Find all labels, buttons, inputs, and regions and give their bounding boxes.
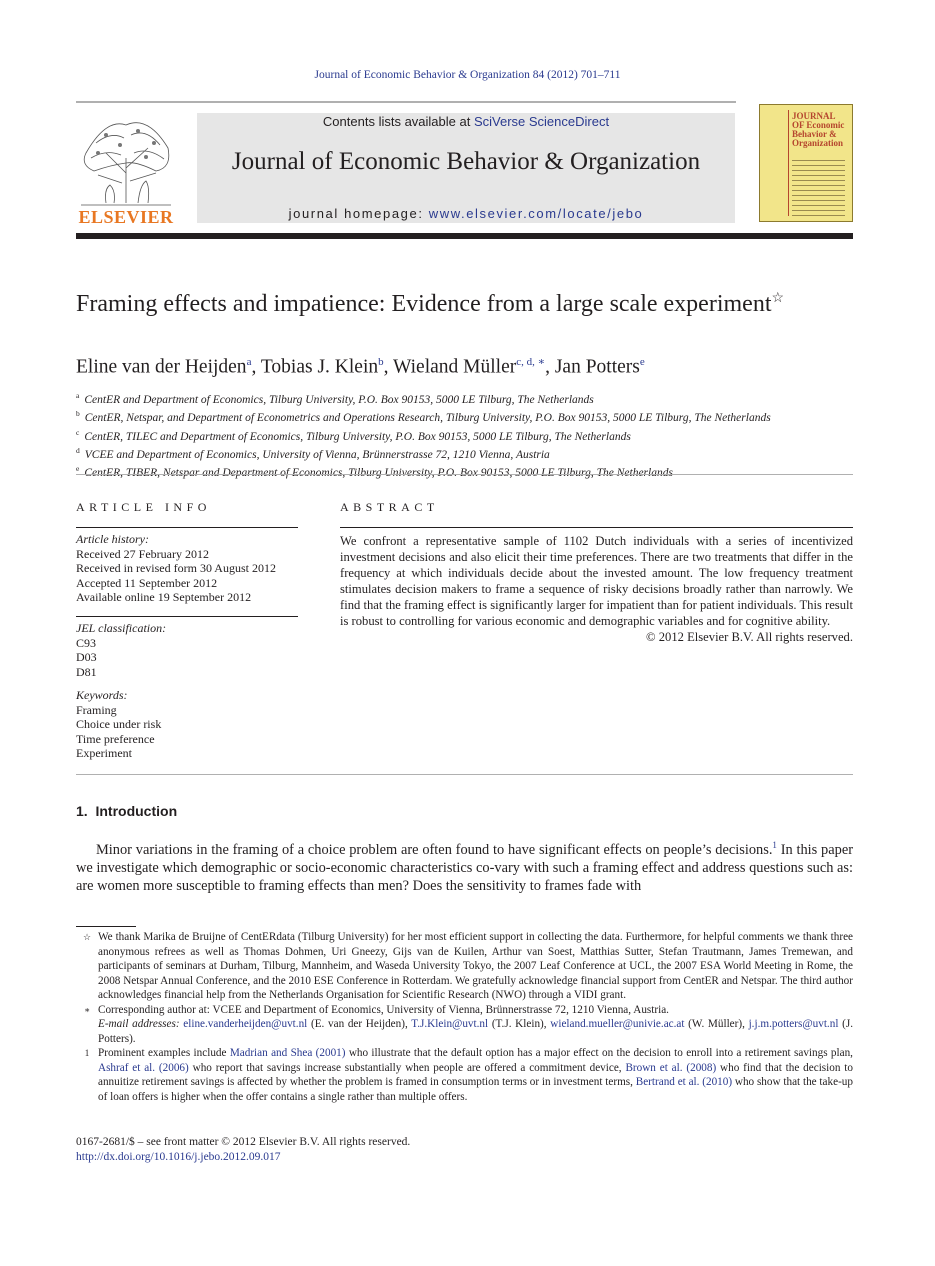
jel-code: D03 [76, 650, 97, 664]
abstract-heading: ABSTRACT [340, 500, 439, 514]
article-title [76, 284, 836, 319]
author-list: Eline van der Heijden$^a$, Tobias J. Klein$^b$, Wieland Müller$^{c, d, ∗}$, Jan Potters$^e$ [76, 356, 645, 378]
footnote-acknowledgement [76, 930, 853, 1003]
keywords [76, 688, 298, 761]
introduction-paragraph [76, 836, 853, 895]
affiliation-text: VCEE and Department of Economics, University of Vienna, Brünnerstrasse 72, 1210 Vienna, Austria [84, 448, 550, 461]
reference-link[interactable]: Bertrand et al. (2010) [635, 1076, 733, 1088]
jel-classification [76, 621, 298, 679]
history-label: Article history: [76, 532, 149, 546]
author-affil-mark[interactable]: a [246, 356, 252, 368]
intro-text-part2: In this paper we investigate which demographic or socio-economic characteristics co-vary with such a framing effect and address questions such as: are women more susceptible to framing effects than men? Does the sensitivity to frames fade with [76, 841, 854, 894]
front-matter-separator [76, 774, 853, 775]
author-name: Tobias J. Klein [260, 356, 379, 378]
footnote-ref[interactable]: 1 [772, 840, 777, 850]
contents-prefix: Contents lists available at [322, 114, 474, 129]
homepage-prefix: journal homepage: [288, 206, 429, 221]
email-link[interactable]: wieland.mueller@univie.ac.at [550, 1018, 685, 1030]
affiliation-mark: e [76, 464, 80, 474]
affiliation-text: CentER, Netspar, and Department of Econometrics and Operations Research, Tilburg University, P.O. Box 90153, 5000 LE Tilburg, The Netherlands [84, 412, 771, 425]
email-link[interactable]: j.j.m.potters@uvt.nl [748, 1018, 839, 1030]
journal-title: Journal of Economic Behavior & Organization [231, 148, 701, 175]
history-item: Received in revised form 30 August 2012 [76, 561, 276, 575]
author-affil-mark[interactable]: e [639, 356, 645, 368]
section-title: Introduction [95, 803, 178, 819]
footnote-rule [76, 926, 136, 927]
homepage-line [197, 206, 735, 221]
email-owner: (E. van der Heijden), [307, 1018, 412, 1030]
jel-label: JEL classification: [76, 621, 167, 635]
abstract-text: We confront a representative sample of 1102 Dutch individuals with a series of incentivized investment decisions and also elicit their time preferences. There are two treatments that differ in the frequency at which individuals decide about the invested amount. The low frequency treatment stimulates decision makers to frame a sequence of risky decisions broadly rather than narrowly. We find that the framing effect is significantly larger for impatient than for patient individuals. This result is robust to controlling for various economic and demographic variables and for cognitive ability. [340, 534, 853, 628]
footnote-mark: ∗ [83, 1004, 91, 1015]
affiliation-mark: d [76, 445, 80, 455]
email-owner: (W. Müller), [684, 1018, 749, 1030]
footnote-text: who find that the decision to annuitize retirement savings is affected by whether the problem is framed in consumption terms or in investment terms, [98, 1061, 853, 1088]
title-separator [76, 474, 853, 475]
email-link[interactable]: eline.vanderheijden@uvt.nl [183, 1018, 308, 1030]
article-info-heading: ARTICLE INFO [76, 500, 211, 514]
doi-link[interactable]: http://dx.doi.org/10.1016/j.jebo.2012.09.017 [76, 1150, 281, 1163]
jel-rule [76, 616, 298, 617]
footnote-text: We thank Marika de Bruijne of CentERdata (Tilburg University) for her most efficient support in collecting the data. Furthermore, for helpful comments we thank three anonymous refrees as well as Thomas Dohmen, Uri Gneezy, Gijs van de Kuilen, Arthur van Soest, Matthias Sutter, Stefan Trautmann, James Tremewan, and participants of seminars at Durham, Tilburg, Mannheim, and Waseda University Tokyo, the 2007 Leaf Conference at UCL, the 2007 ESA World Meeting in Rome, the 2008 Netspar Annual Conference, and the 2010 ESE Conference in Rotterdam. We gratefully acknowledge financial support from CentER and Netspar. The third author acknowledges financial help from the Netherlands Organisation for Scientific Research (NWO) through a VIDI grant. [98, 931, 853, 1001]
history-item: Accepted 11 September 2012 [76, 575, 218, 590]
footnote-mark: 1 [84, 1048, 90, 1058]
affiliations [76, 389, 853, 481]
footnotes [76, 930, 853, 1104]
footnote-text: who report that savings increase substantially when people are offered a commitment device, [188, 1061, 626, 1074]
affiliation-item [76, 426, 853, 444]
footnote-text: who illustrate that the default option has a major effect on the decision to enroll into a retirement savings plan, [345, 1047, 853, 1059]
email-owner: (J. Potters). [98, 1018, 853, 1045]
email-link[interactable]: T.J.Klein@uvt.nl [411, 1018, 489, 1030]
abstract-rule [340, 527, 853, 528]
affiliation-mark: c [76, 427, 80, 437]
abstract-copyright: © 2012 Elsevier B.V. All rights reserved. [646, 630, 853, 644]
footnote-corresponding [76, 1003, 853, 1047]
jel-code: C93 [76, 635, 97, 650]
email-owner: (T.J. Klein), [488, 1018, 551, 1030]
affiliation-item [76, 462, 853, 480]
affiliation-item [76, 407, 853, 425]
email-label: E-mail addresses: [98, 1018, 180, 1030]
issn-line: 0167-2681/$ – see front matter © 2012 Elsevier B.V. All rights reserved. [76, 1136, 411, 1148]
article-history [76, 532, 298, 605]
jel-code: D81 [76, 664, 97, 679]
footnote-1 [76, 1046, 853, 1104]
front-matter-footer [76, 1135, 410, 1164]
affiliation-item [76, 444, 853, 462]
abstract-body [340, 533, 853, 645]
affiliation-mark: b [76, 409, 80, 419]
section-heading-introduction [76, 803, 177, 819]
affiliation-mark: a [76, 391, 80, 400]
author-affil-mark[interactable]: c, d, ∗ [516, 356, 546, 368]
affiliation-text: CentER, TILEC and Department of Economics, Tilburg University, P.O. Box 90153, 5000 LE Tilburg, The Netherlands [84, 430, 631, 443]
homepage-link[interactable]: www.elsevier.com/locate/jebo [428, 206, 644, 221]
history-item: Available online 19 September 2012 [76, 590, 252, 604]
footnote-text: Prominent examples include [98, 1047, 230, 1059]
reference-link[interactable]: Brown et al. (2008) [625, 1061, 717, 1074]
keyword: Choice under risk [76, 717, 162, 731]
footnote-text: who show that the take-up of loan offers is higher when the offer contains a single rather than multiple offers. [98, 1076, 853, 1103]
header-rule [76, 101, 736, 103]
section-number: 1. [76, 803, 88, 819]
intro-text-part1: Minor variations in the framing of a choice problem are often found to have significant effects on people’s decisions. [96, 841, 773, 858]
cover-contents-lines [792, 160, 845, 220]
affiliation-item [76, 389, 853, 407]
title-footnote-mark[interactable]: ☆ [771, 291, 785, 306]
keyword: Framing [76, 702, 117, 717]
cover-title: JOURNAL OF Economic Behavior & Organization [792, 111, 845, 148]
article-title-text: Framing effects and impatience: Evidence from a large scale experiment [76, 291, 772, 317]
header-thick-rule [76, 233, 853, 239]
article-info-rule [76, 527, 298, 528]
author-name: Wieland Müller [393, 356, 517, 378]
reference-link[interactable]: Ashraf et al. (2006) [98, 1061, 189, 1074]
author-name: Jan Potters [554, 356, 640, 378]
author-affil-mark[interactable]: b [378, 356, 384, 368]
footnote-mark: ☆ [82, 932, 92, 942]
keywords-label: Keywords: [76, 688, 128, 702]
journal-citation[interactable]: Journal of Economic Behavior & Organization 84 (2012) 701–711 [314, 69, 621, 81]
keyword: Experiment [76, 746, 132, 760]
journal-cover-thumbnail[interactable] [759, 104, 853, 222]
affiliation-text: CentER and Department of Economics, Tilburg University, P.O. Box 90153, 5000 LE Tilburg, The Netherlands [84, 393, 594, 406]
keyword: Time preference [76, 731, 155, 746]
footnote-text: Corresponding author at: VCEE and Department of Economics, University of Vienna, Brünnerstrasse 72, 1210 Vienna, Austria. [98, 1003, 669, 1016]
contents-line [197, 114, 735, 129]
history-item: Received 27 February 2012 [76, 546, 209, 561]
author-name: Eline van der Heijden [76, 356, 247, 378]
sciencedirect-link[interactable]: SciVerse ScienceDirect [473, 114, 610, 129]
elsevier-wordmark: ELSEVIER [78, 207, 174, 227]
reference-link[interactable]: Madrian and Shea (2001) [229, 1047, 346, 1059]
